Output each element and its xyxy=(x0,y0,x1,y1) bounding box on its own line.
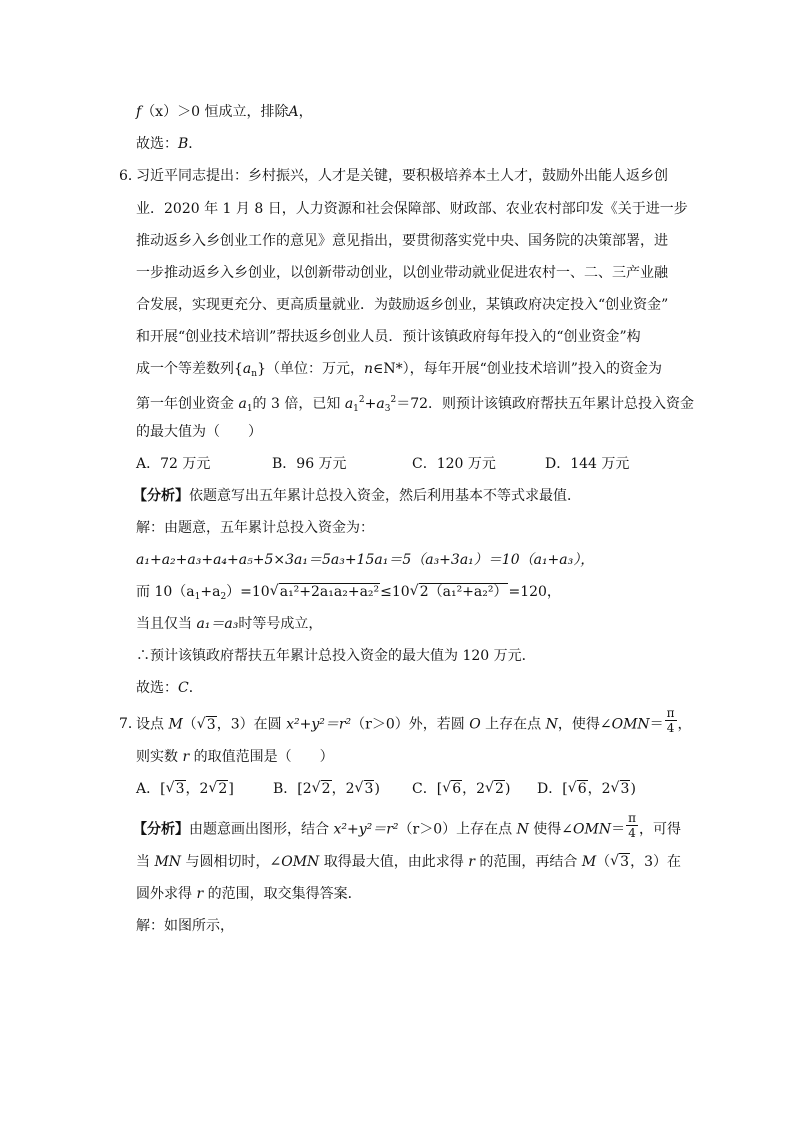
q7-option-c xyxy=(412,779,510,799)
text: （r＞0）上存在点 xyxy=(398,821,517,838)
var: r xyxy=(468,854,475,870)
text: }（单位：万元， xyxy=(257,361,364,377)
sqrt xyxy=(312,779,332,799)
sqrt xyxy=(611,779,631,799)
var: M xyxy=(168,716,183,733)
sqrt-2 xyxy=(410,582,509,602)
text: A．[ xyxy=(136,781,166,797)
text: + xyxy=(364,396,377,412)
text: 的范围，取交集得答案． xyxy=(203,886,362,902)
text: （ xyxy=(182,716,197,733)
q6-equation-2 xyxy=(136,582,561,607)
q6-equation-1 xyxy=(136,550,594,570)
text: ，使得∠ xyxy=(557,716,612,733)
fraction xyxy=(626,811,638,840)
text: 依题意写出五年累计总投入资金，然后利用基本不等式求最值． xyxy=(189,488,581,504)
text: ）=10 xyxy=(226,584,270,600)
var: OMN xyxy=(611,716,650,733)
text: B．[2 xyxy=(273,781,312,797)
radicand: a₁²+2a₁a₂+a₂² xyxy=(279,584,380,600)
q6-line-8 xyxy=(136,390,694,419)
sqrt xyxy=(610,852,630,872)
text: ， xyxy=(677,716,692,733)
q7-line-1 xyxy=(136,706,692,735)
sqrt xyxy=(568,779,588,799)
q6-line-4: 一步推动返乡入乡创业，以创新带动创业，以创业带动就业促进农村一、二、三产业融 xyxy=(136,265,668,281)
text: ) xyxy=(630,781,636,797)
text: 成一个等差数列{ xyxy=(136,361,243,377)
q6-option-d: D．144 万元 xyxy=(545,456,630,472)
radicand: 6 xyxy=(577,781,587,797)
var: x²+y²＝r² xyxy=(286,716,352,733)
sqrt-1 xyxy=(270,582,380,602)
var: a xyxy=(376,396,385,412)
option-ref: A xyxy=(288,104,299,120)
radicand: 3 xyxy=(620,854,630,870)
q6-equality-condition xyxy=(136,614,322,634)
sub: 3 xyxy=(384,404,391,414)
text: ，3）在 xyxy=(630,854,681,870)
radicand: 3 xyxy=(206,716,216,733)
q7-number: 7． xyxy=(119,716,142,732)
var: O xyxy=(469,716,481,733)
text: =120， xyxy=(508,584,561,600)
numerator: π xyxy=(666,706,675,720)
sqrt xyxy=(355,779,375,799)
q6-option-c: C．120 万元 xyxy=(412,456,496,472)
text: 设点 xyxy=(136,716,169,733)
text: ＝72．则预计该镇政府帮扶五年累计总投入资金 xyxy=(396,396,695,412)
sqrt xyxy=(166,779,186,799)
text: 与圆相切时，∠ xyxy=(181,854,282,870)
denominator: 4 xyxy=(666,721,675,735)
sup: 2 xyxy=(390,395,397,405)
q7-line-2 xyxy=(136,747,334,767)
text: 而 10（a xyxy=(136,584,195,600)
text: （x）＞0 恒成立，排除 xyxy=(141,104,289,120)
var: M xyxy=(581,854,597,870)
text: a₁+a₂+a₃+a₄+a₅+5×3a₁＝5a₃+15a₁＝5（a₃+3a₁）＝10（a₁+a₃）， xyxy=(136,552,595,568)
var: OMN xyxy=(281,854,320,870)
numerator: π xyxy=(628,811,636,825)
var: MN xyxy=(154,854,182,870)
text: 取得最大值，由此求得 xyxy=(319,854,469,870)
var: a xyxy=(242,361,252,377)
text: ，2 xyxy=(587,781,611,797)
sqrt xyxy=(485,779,505,799)
text: （r＞0）外，若圆 xyxy=(351,716,470,733)
radicand: 2（a₁²+a₂²） xyxy=(419,584,508,600)
sub: 1 xyxy=(353,404,359,414)
var: N xyxy=(516,821,529,838)
text: ，3）在圆 xyxy=(216,716,287,733)
text: ，2 xyxy=(331,781,355,797)
text: ． xyxy=(188,680,203,696)
text: ． xyxy=(188,136,203,152)
answer-letter: B xyxy=(178,136,189,152)
radicand: 2 xyxy=(321,781,331,797)
top-answer-line xyxy=(136,134,202,154)
text: ，2 xyxy=(462,781,486,797)
q6-option-b: B．96 万元 xyxy=(272,456,347,472)
text: ≤10 xyxy=(380,584,410,600)
text: 故选： xyxy=(136,136,178,152)
radicand: 2 xyxy=(495,781,504,797)
var: r xyxy=(182,749,190,765)
q7-option-b xyxy=(273,779,380,799)
radicand: 3 xyxy=(620,781,630,797)
q7-analysis-2 xyxy=(136,852,681,872)
text: ] xyxy=(228,781,234,797)
text: 故选： xyxy=(136,680,178,696)
q7-solution: 解：如图所示， xyxy=(136,918,234,934)
q7-analysis-1 xyxy=(133,811,681,840)
text: 时等号成立， xyxy=(238,616,323,632)
text: ∈N*），每年开展“创业技术培训”投入的资金为 xyxy=(373,361,662,377)
var: n xyxy=(364,361,374,377)
q6-number: 6． xyxy=(119,168,142,184)
fraction xyxy=(665,706,677,735)
q6-line-1: 习近平同志提出：乡村振兴，人才是关键，要积极培养本土人才，鼓励外出能人返乡创 xyxy=(136,168,668,184)
text: C．[ xyxy=(412,781,443,797)
var: r xyxy=(196,886,204,902)
text: ，可得 xyxy=(638,821,681,838)
denominator: 4 xyxy=(628,826,636,840)
radicand: 3 xyxy=(364,781,374,797)
sqrt xyxy=(208,779,228,799)
sup: 2 xyxy=(358,395,365,405)
text: 当 xyxy=(136,854,155,870)
sub: 1 xyxy=(194,592,201,602)
q6-option-a: A．72 万元 xyxy=(136,456,211,472)
sub: 1 xyxy=(246,404,253,414)
text: 由题意画出图形，结合 xyxy=(189,821,334,838)
q7-option-d xyxy=(537,779,636,799)
q6-line-6: 和开展“创业技术培训”帮扶返乡创业人员．预计该镇政府每年投入的“创业资金”构 xyxy=(136,329,641,345)
text: （ xyxy=(596,854,611,870)
text: 则实数 xyxy=(136,749,183,765)
q6-line-2: 业．2020 年 1 月 8 日，人力资源和社会保障部、财政部、农业农村部印发《关于进一步 xyxy=(136,201,688,217)
q6-line-9: 的最大值为（ ） xyxy=(136,424,262,440)
var: a xyxy=(238,396,247,412)
q6-line-3: 推动返乡入乡创业工作的意见》意见指出，要贯彻落实党中央、国务院的决策部署，进 xyxy=(136,233,668,249)
radicand: 3 xyxy=(175,781,185,797)
q6-solution-intro: 解：由题意，五年累计总投入资金为： xyxy=(136,520,374,536)
text: 上存在点 xyxy=(480,716,546,733)
q6-answer xyxy=(136,678,203,698)
answer-letter: C xyxy=(178,680,189,696)
top-line-1 xyxy=(136,102,313,122)
analysis-tag: 【分析】 xyxy=(133,821,189,838)
text: 的 3 倍，已知 xyxy=(252,396,345,412)
var: a₁＝a₃ xyxy=(196,616,239,632)
q6-conclusion: ∴预计该镇政府帮扶五年累计总投入资金的最大值为 120 万元． xyxy=(136,648,536,664)
text: 第一年创业资金 xyxy=(136,396,239,412)
text: D．[ xyxy=(537,781,568,797)
text: +a xyxy=(200,584,221,600)
var: OMN xyxy=(573,821,612,838)
q7-option-a xyxy=(136,779,234,799)
fx-symbol: f xyxy=(136,104,142,120)
text: 当且仅当 xyxy=(136,616,197,632)
q6-line-5: 合发展，实现更充分、更高质量就业．为鼓励返乡创业，某镇政府决定投入“创业资金” xyxy=(136,297,669,313)
text: 圆外求得 xyxy=(136,886,197,902)
text: 的取值范围是（ ） xyxy=(189,749,334,765)
q7-analysis-3 xyxy=(136,884,362,904)
radicand: 2 xyxy=(218,781,228,797)
q6-line-7 xyxy=(136,359,662,384)
var: N xyxy=(545,716,558,733)
sqrt xyxy=(442,779,462,799)
var: a xyxy=(344,396,354,412)
text: 的范围，再结合 xyxy=(474,854,582,870)
text: ) xyxy=(374,781,380,797)
sub: 2 xyxy=(220,592,227,602)
sub: n xyxy=(251,369,258,379)
text: ＝ xyxy=(611,821,626,838)
text: ) xyxy=(504,781,511,797)
radicand: 6 xyxy=(452,781,462,797)
analysis-tag: 【分析】 xyxy=(133,488,189,504)
q6-analysis xyxy=(133,486,581,506)
text: 使得∠ xyxy=(528,821,574,838)
text: ， xyxy=(298,104,313,120)
var: x²+y²＝r² xyxy=(333,821,399,838)
sqrt xyxy=(197,715,217,735)
text: ，2 xyxy=(185,781,209,797)
text: ＝ xyxy=(649,716,664,733)
